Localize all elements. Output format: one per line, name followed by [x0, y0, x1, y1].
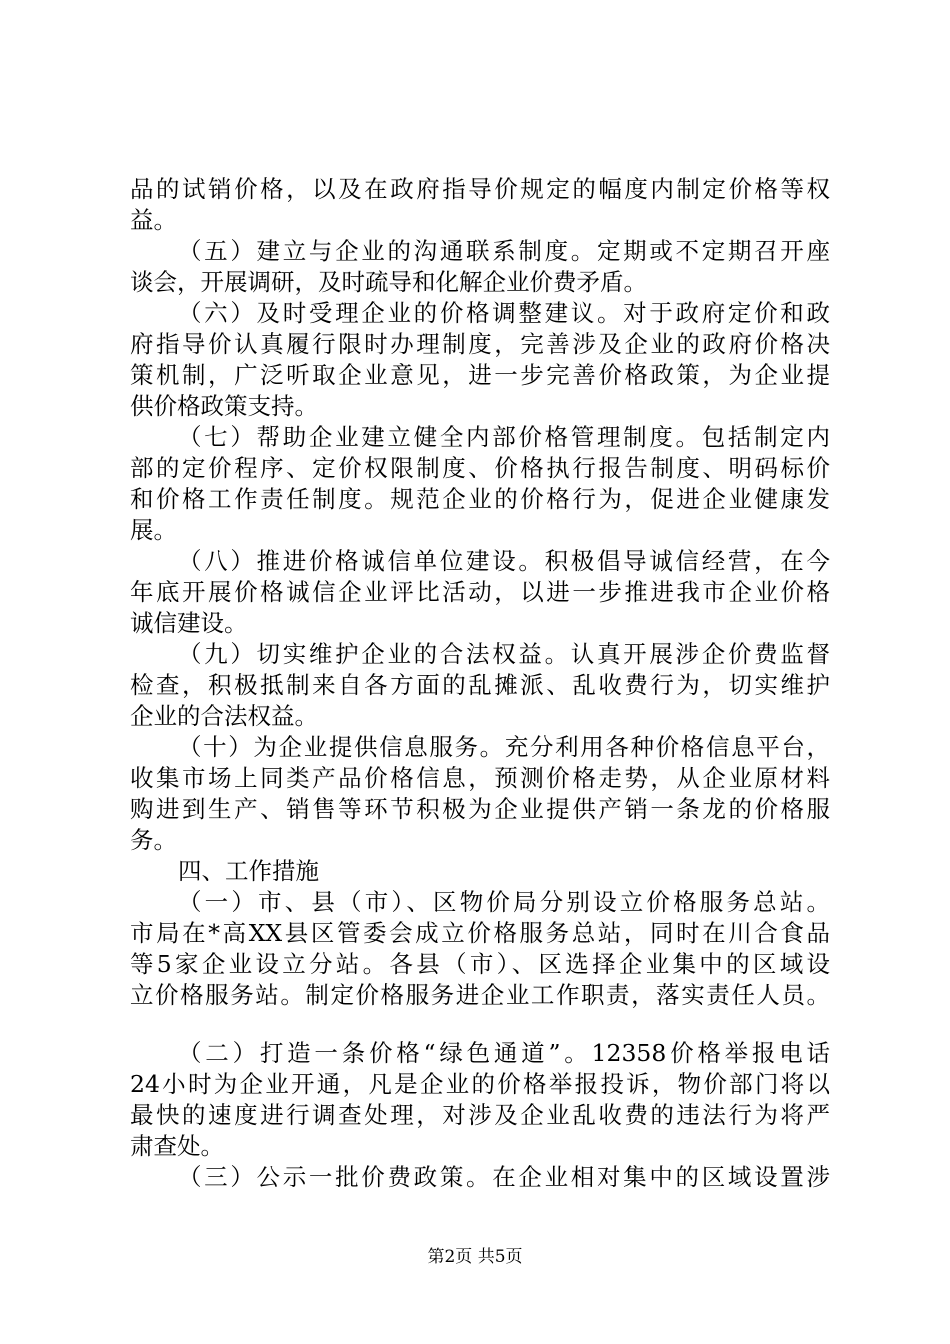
text-line: 益。 [130, 206, 177, 234]
text-line: 收集市场上同类产品价格信息，预测价格走势，从企业原材料 [130, 764, 830, 792]
paragraph-gap [130, 1011, 830, 1038]
text-line: 供价格政策支持。 [130, 392, 318, 420]
paragraph-start-9: （九）切实维护企业的合法权益。认真开展涉企价费监督 [178, 640, 830, 668]
page-number-label: 第2页 共5页 [427, 1247, 523, 1267]
section-heading: 四、工作措施 [178, 857, 319, 885]
page-footer [0, 1246, 950, 1268]
document-body [130, 174, 830, 1193]
text-line: 购进到生产、销售等环节积极为企业提供产销一条龙的价格服 [130, 795, 830, 823]
text-line: 企业的合法权益。 [130, 702, 318, 730]
text-line: 策机制，广泛听取企业意见，进一步完善价格政策，为企业提 [130, 361, 830, 389]
text-line: 检查，积极抵制来自各方面的乱摊派、乱收费行为，切实维护 [130, 671, 830, 699]
text-line: 等5家企业设立分站。各县（市）、区选择企业集中的区域设 [130, 950, 830, 978]
text-line: 立价格服务站。制定价格服务进企业工作职责，落实责任人员。 [130, 981, 830, 1009]
text-line: 24小时为企业开通，凡是企业的价格举报投诉，物价部门将以 [130, 1070, 830, 1098]
paragraph-start-7: （七）帮助企业建立健全内部价格管理制度。包括制定内 [178, 423, 830, 451]
text-line: 市局在*高XX县区管委会成立价格服务总站，同时在川合食品 [130, 919, 830, 947]
paragraph-start-measure-1: （一）市、县（市）、区物价局分别设立价格服务总站。 [178, 888, 830, 916]
text-line: 府指导价认真履行限时办理制度，完善涉及企业的政府价格决 [130, 330, 830, 358]
text-line: 诚信建设。 [130, 609, 248, 637]
text-line: 和价格工作责任制度。规范企业的价格行为，促进企业健康发 [130, 485, 830, 513]
paragraph-start-measure-2: （二）打造一条价格“绿色通道”。12358价格举报电话 [178, 1039, 830, 1067]
paragraph-start-6: （六）及时受理企业的价格调整建议。对于政府定价和政 [178, 299, 830, 327]
paragraph-start-measure-3: （三）公示一批价费政策。在企业相对集中的区域设置涉 [178, 1163, 830, 1191]
text-line: 肃查处。 [130, 1132, 224, 1160]
paragraph-start-8: （八）推进价格诚信单位建设。积极倡导诚信经营，在今 [178, 547, 830, 575]
text-line: 展。 [130, 516, 177, 544]
text-line: 最快的速度进行调查处理，对涉及企业乱收费的违法行为将严 [130, 1101, 830, 1129]
text-line: 部的定价程序、定价权限制度、价格执行报告制度、明码标价 [130, 454, 830, 482]
paragraph-start-5: （五）建立与企业的沟通联系制度。定期或不定期召开座 [178, 237, 830, 265]
text-line: 务。 [130, 826, 177, 854]
paragraph-start-10: （十）为企业提供信息服务。充分利用各种价格信息平台， [178, 733, 830, 761]
text-line: 年底开展价格诚信企业评比活动，以进一步推进我市企业价格 [130, 578, 830, 606]
text-line: 谈会，开展调研，及时疏导和化解企业价费矛盾。 [130, 268, 647, 296]
text-line: 品的试销价格，以及在政府指导价规定的幅度内制定价格等权 [130, 175, 830, 203]
